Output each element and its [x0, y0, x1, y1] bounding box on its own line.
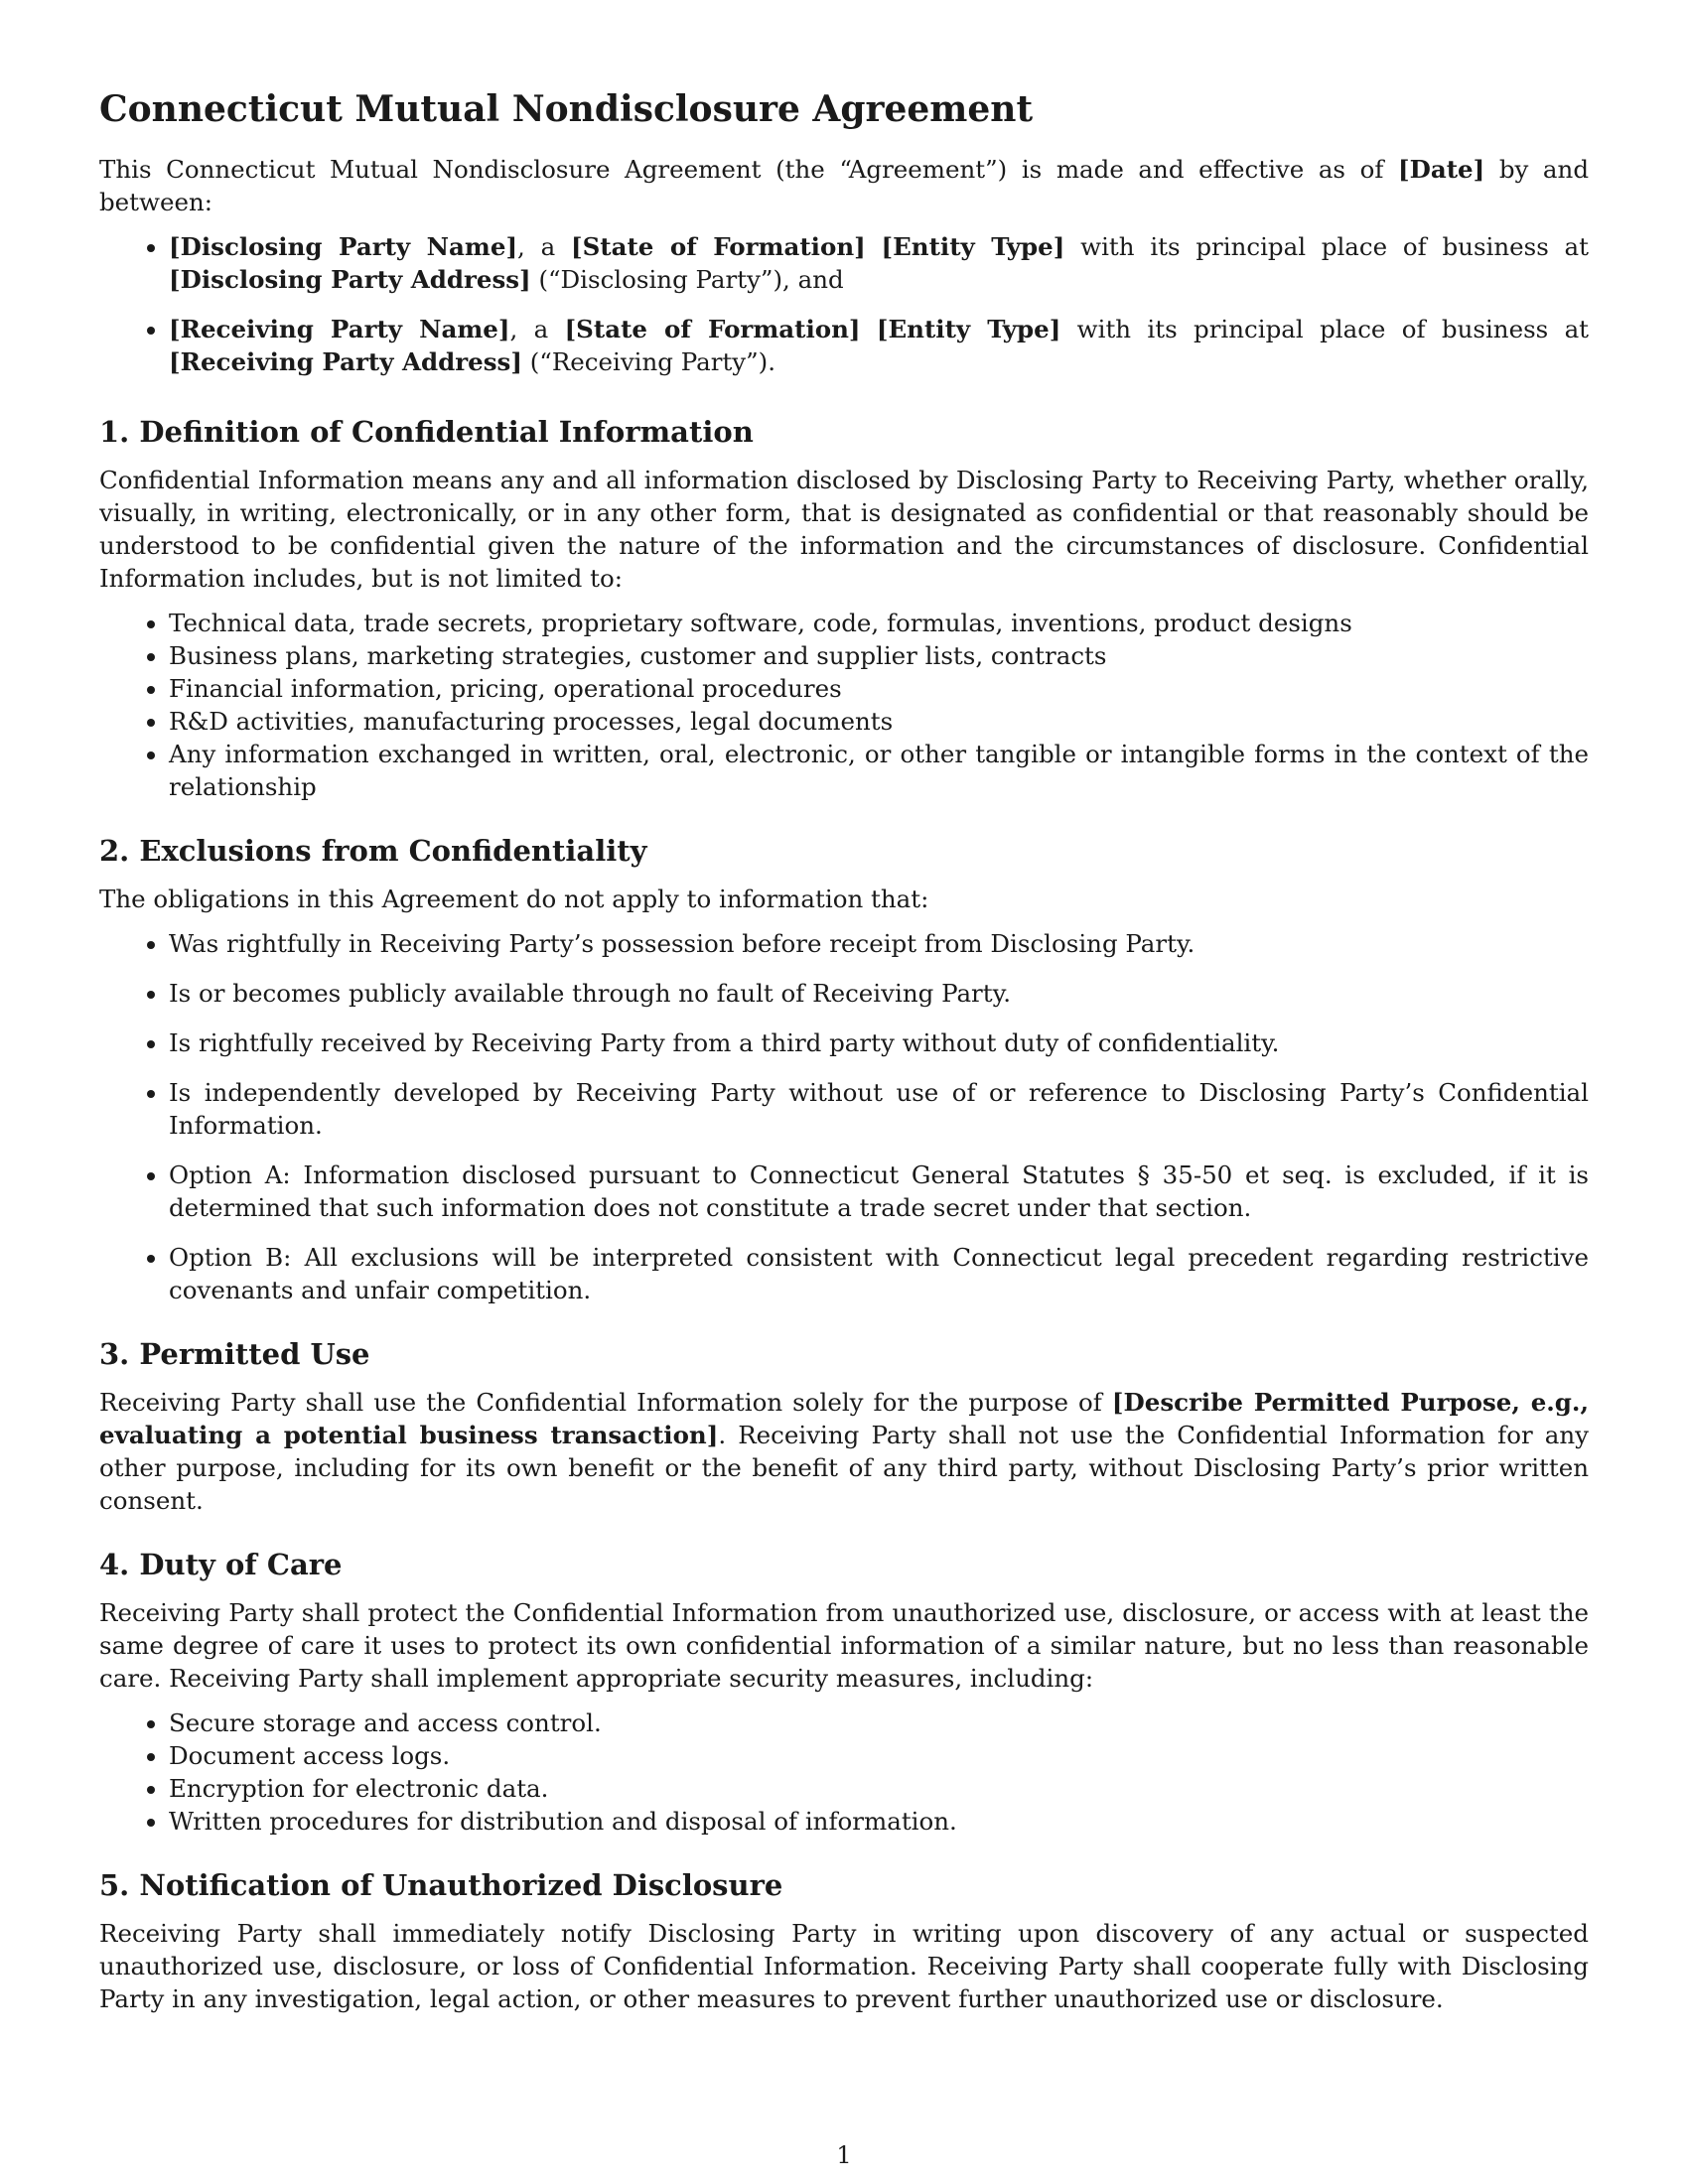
list-item: • Business plans, marketing strategies, customer and supplier lists, contracts	[169, 639, 1589, 672]
security-measures-list	[99, 1706, 1589, 1838]
list-item: • Financial information, pricing, operational procedures	[169, 672, 1589, 705]
list-item: • Any information exchanged in written, oral, electronic, or other tangible or intangible forms in the context of the relationship	[169, 738, 1589, 803]
section-body: The obligations in this Agreement do not apply to information that:	[99, 885, 929, 913]
purpose-placeholder: [Describe Permitted Purpose, e.g., evaluating a potential business transaction]	[99, 1388, 1589, 1449]
section-body: Receiving Party shall protect the Confidential Information from unauthorized use, disclosure, or access with at least the same degree of care it uses to protect its own confidential information of a similar nature, but no less than reasonable care. Receiving Party shall implement appropriate security measures, including:	[99, 1598, 1589, 1693]
list-item: • Is independently developed by Receiving Party without use of or reference to Disclosing Party’s Confidential Information.	[169, 1076, 1589, 1142]
list-item: • Technical data, trade secrets, proprietary software, code, formulas, inventions, product designs	[169, 607, 1589, 639]
list-item: • Document access logs.	[169, 1739, 1589, 1772]
body-text: . Receiving Party shall not use the Confidential Information for any other purpose, including for its own benefit or the benefit of any third party, without Disclosing Party’s prior written consent.	[99, 1421, 1589, 1515]
party-text: with its principal place of business at	[1064, 232, 1589, 261]
body-text: Receiving Party shall use the Confidential Information solely for the purpose of	[99, 1388, 1112, 1417]
section-heading: 2. Exclusions from Confidentiality	[99, 834, 647, 868]
intro-paragraph	[99, 153, 1589, 218]
party-text: with its principal place of business at	[1060, 315, 1590, 343]
party-text	[866, 232, 882, 261]
party-text: , a	[509, 315, 565, 343]
list-item: • Written procedures for distribution and disposal of information.	[169, 1805, 1589, 1838]
section-duty-of-care	[99, 1547, 1589, 1838]
exclusions-list	[99, 927, 1589, 1306]
party-state: [State of Formation]	[564, 315, 861, 343]
section-heading: 3. Permitted Use	[99, 1337, 370, 1371]
section-heading: 1. Definition of Confidential Information	[99, 415, 754, 449]
date-placeholder: [Date]	[1398, 155, 1485, 184]
party-item-receiving	[169, 313, 1589, 378]
section-permitted-use	[99, 1336, 1589, 1517]
section-exclusions	[99, 833, 1589, 1306]
parties-list	[99, 230, 1589, 378]
party-text	[861, 315, 877, 343]
party-text: (“Receiving Party”).	[521, 347, 776, 376]
party-address: [Receiving Party Address]	[169, 347, 522, 376]
party-address: [Disclosing Party Address]	[169, 265, 531, 294]
document-title: Connecticut Mutual Nondisclosure Agreement	[99, 88, 1034, 130]
list-item: • Is or becomes publicly available through no fault of Receiving Party.	[169, 977, 1589, 1010]
section-heading: 5. Notification of Unauthorized Disclosure	[99, 1868, 783, 1902]
list-item: • Is rightfully received by Receiving Party from a third party without duty of confidentiality.	[169, 1026, 1589, 1059]
party-name: [Disclosing Party Name]	[169, 232, 518, 261]
list-item: • R&D activities, manufacturing processes, legal documents	[169, 705, 1589, 738]
party-item-disclosing	[169, 230, 1589, 296]
party-state: [State of Formation]	[570, 232, 866, 261]
party-name: [Receiving Party Name]	[169, 315, 510, 343]
page-number: 1	[836, 2141, 852, 2169]
section-body: Receiving Party shall immediately notify Disclosing Party in writing upon discovery of any actual or suspected unauthorized use, disclosure, or loss of Confidential Information. Receiving Party shall cooperate fully with Disclosing Party in any investigation, legal action, or other measures to prevent further unauthorized use or disclosure.	[99, 1919, 1589, 2013]
list-item: • Was rightfully in Receiving Party’s possession before receipt from Disclosing Party.	[169, 927, 1589, 960]
list-item: • Secure storage and access control.	[169, 1706, 1589, 1739]
party-entity: [Entity Type]	[881, 232, 1065, 261]
section-body	[99, 1386, 1589, 1517]
definition-list	[99, 607, 1589, 803]
section-heading: 4. Duty of Care	[99, 1548, 343, 1581]
party-entity: [Entity Type]	[876, 315, 1061, 343]
section-body: Confidential Information means any and all information disclosed by Disclosing Party to Receiving Party, whether orally, visually, in writing, electronically, or in any other form, that is designated as confidential or that reasonably should be understood to be confidential given the nature of the information and the circumstances of disclosure. Confidential Information includes, but is not limited to:	[99, 466, 1589, 593]
section-definition	[99, 414, 1589, 803]
intro-text: This Connecticut Mutual Nondisclosure Agreement (the “Agreement”) is made and effective as of	[99, 155, 1399, 184]
party-text: (“Disclosing Party”), and	[530, 265, 844, 294]
list-item: • Option B: All exclusions will be interpreted consistent with Connecticut legal precedent regarding restrictive covenants and unfair competition.	[169, 1241, 1589, 1306]
list-item: • Option A: Information disclosed pursuant to Connecticut General Statutes § 35-50 et seq. is excluded, if it is determined that such information does not constitute a trade secret under that section.	[169, 1159, 1589, 1224]
party-text: , a	[517, 232, 571, 261]
list-item: • Encryption for electronic data.	[169, 1772, 1589, 1805]
intro-text-end: by and between:	[99, 155, 1590, 216]
section-notification	[99, 1867, 1589, 2015]
